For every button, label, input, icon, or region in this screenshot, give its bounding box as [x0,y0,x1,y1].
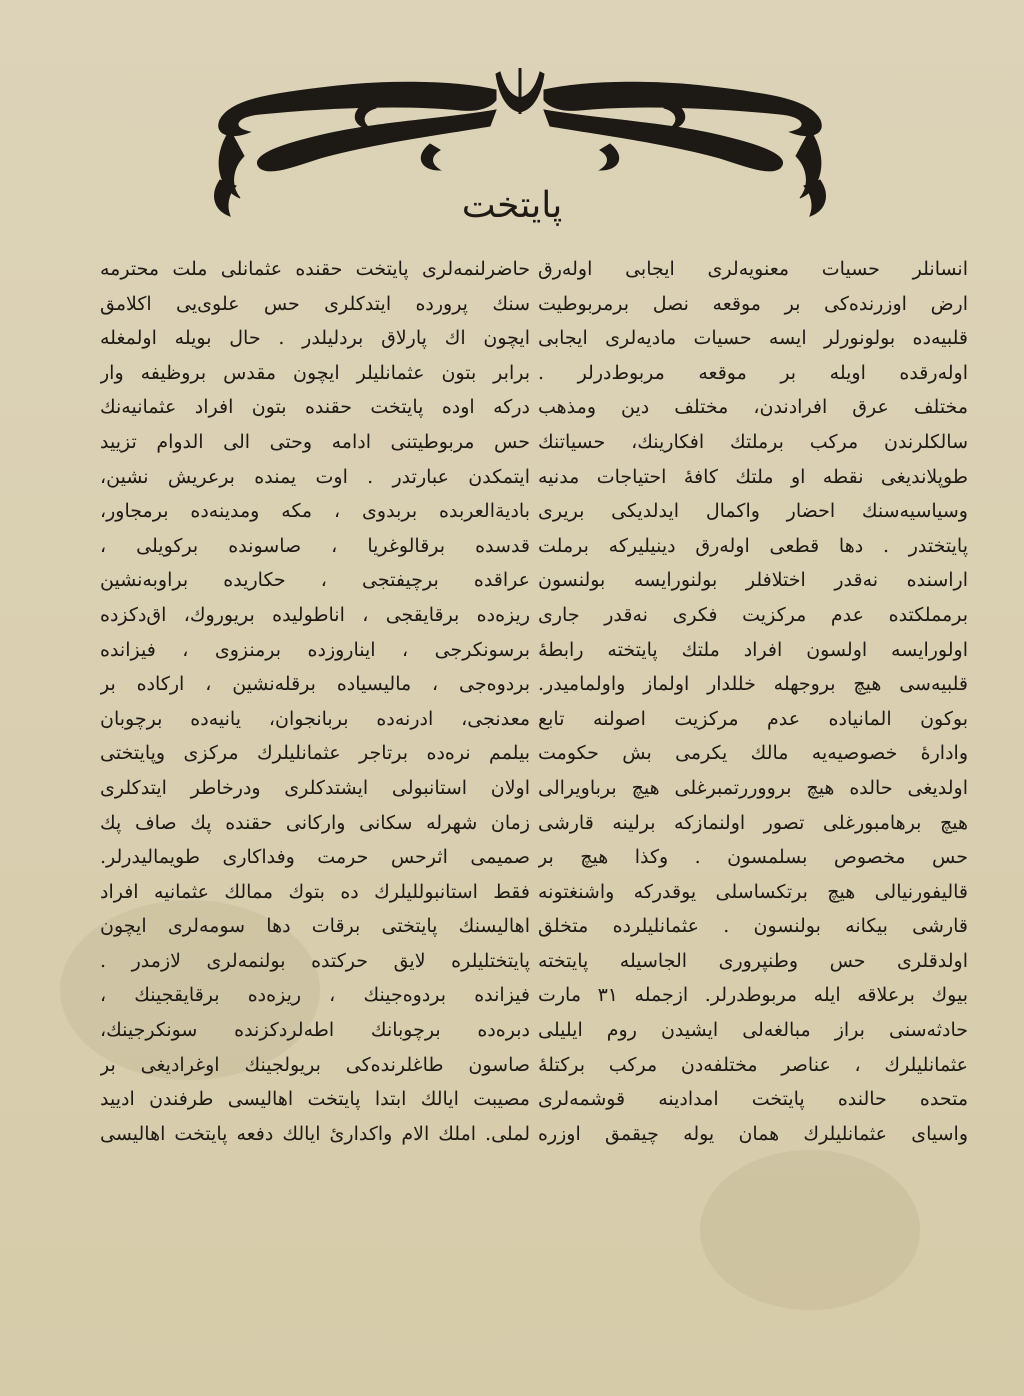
text-line: درکه اوده پایتخت حقنده بتون افراد عثمانیه‌نك [100,396,530,419]
text-line: عثمانلیلرك ، عناصر مختلفه‌دن مرکب برکتلهٔ [538,1053,968,1076]
text-line: صمیمی اثرحس حرمت وفداکاری طویمالیدرلر. [100,846,530,869]
text-line: وادارهٔ خصوصیه‌یه مالك یکرمی بش حکومت [538,742,968,765]
text-line: ریزه‌ده برقایقجی ، اناطولیده بریوروك، اق‌دکزده [100,603,530,626]
text-line: هیچ برهامبورغلی تصور اولنمازکه برلینه قارشی [538,811,968,834]
text-line: برمملکتده عدم مرکزیت فکری نه‌قدر جاری [538,603,968,626]
text-line: اولدیغی حالده هیچ برووررتمبرغلی هیچ برباویرالی [538,776,968,799]
text-line: صاسون طاغلرنده‌کی بریولجینك اوغرادیغی بر [100,1053,530,1076]
text-line: فقط استانبوللیلرك ده بتوك ممالك عثمانیه افراد [100,880,530,903]
text-line: قلبیه‌سی هیچ بروجهله خللدار اولماز واولمامیدر. [538,673,968,696]
text-line: معدنجی، ادرنه‌ده بربانجوان، یانیه‌ده برچوبان [100,707,530,730]
text-line: پایتختلیلره لایق حرکتده بولنمه‌لری لازمدر . [100,949,530,972]
text-line: واسیای عثمانلیلرك همان یوله چیقمق اوزره [538,1122,968,1145]
text-line: قلبیه‌ده بولونورلر ایسه حسیات مادیه‌لری ایجابی [538,327,968,350]
text-line: بیوك برعلاقه ایله مربوطدرلر. ازجمله ۳۱ مارت [538,984,968,1007]
text-line: حس مربوطیتنی ادامه وحتی الی الدوام تزیید [100,430,530,453]
text-line: سالکلرندن مرکب برملتك افکارینك، حسیاتنك [538,430,968,453]
text-line: برابر بتون عثمانلیلر ایچون مقدس بروظیفه وار‌ [100,361,530,384]
text-line: وسیاسیه‌سنك احضار واکمال ایدلدیکی بریری [538,500,968,523]
text-column-right [538,252,968,1352]
text-line: اولورایسه اولسون افراد ملتك پایتخته رابطهٔ [538,638,968,661]
text-line: متحده حالنده پایتخت امدادینه قوشمه‌لری [538,1088,968,1111]
text-line: حادثه‌سنی براز مبالغه‌لی ایشیدن روم ایلیلی [538,1019,968,1042]
text-line: اوله‌رقده اویله بر موقعه مربوط‌درلر . [538,361,968,384]
text-line: اولدقلری حس وطنپروری الجاسیله پایتخته [538,949,968,972]
text-line: بیلمم نره‌ده برتاجر عثمانلیلرك مرکزی وپایتختی [100,742,530,765]
text-line: حاضرلنمه‌لری پایتخت حقنده عثمانلی ملت محترمه‌ [100,258,530,280]
text-line: اهالیسنك پایتختی برقات دها سومه‌لری ایچون [100,915,530,938]
text-line: بوکون المانیاده عدم مرکزیت اصولنه تابع [538,707,968,730]
text-line: مصیبت ایالك ابتدا پایتخت اهالیسی طرفندن ادیید‌ [100,1088,530,1111]
text-line: طوپلاندیغی نقطه او ملتك کافهٔ احتیاجات مدنیه [538,465,968,488]
text-line: عراقده برچیفتجی ، حکاریده براوبه‌نشین [100,569,530,592]
text-line: ارض اوزرنده‌کی بر موقعه نصل برمربوطیت [538,292,968,315]
text-line: پایتختدر . دها قطعی اوله‌رق دینیلیرکه برملت [538,534,968,557]
text-line: حس مخصوص بسلمسون . وکذا هیچ بر [538,846,968,869]
text-line: ایتمکدن عبارتدر . اوت یمنده برعریش نشین، [100,465,530,488]
text-line: اراسنده نه‌قدر اختلافلر بولنورایسه بولنسون [538,569,968,592]
text-line: قالیفورنیالی هیچ برتکساسلی یوقدرکه واشنغتونه [538,880,968,903]
text-line: دبره‌ده برچوبانك اطه‌لردکزنده سونکرجینك، [100,1019,530,1042]
text-line: قارشی بیکانه بولنسون . عثمانلیلرده متخلق [538,915,968,938]
text-line: اولان استانبولی ایشتدکلری ودرخاطر ایتدکلری [100,776,530,799]
page-title: پایتخت [461,185,563,226]
text-line: زمان شهرله سکانی وارکانی حقنده پك صاف پك [100,811,530,834]
text-line: ایچون اك پارلاق بردلیلدر . حال بویله اولمغله [100,327,530,350]
text-line: لملی. املك الام واکدارئ ایالك دفعه پایتخت اهالیسی [100,1122,530,1145]
text-column-left [100,252,530,1352]
text-line: سنك پرورده ایتدکلری حس علوی‌یی اکلامق [100,292,530,315]
text-line: فیزانده بردوه‌جینك ، ریزه‌ده برقایقجینك ، [100,984,530,1007]
text-line: مختلف عرق افرادندن، مختلف دین ومذهب [538,396,968,419]
text-line: قدسده برقالوغریا ، صاسونده برکویلی ، [100,534,530,557]
text-line: انسانلر حسیات معنویه‌لری ایجابی اوله‌رق [538,258,968,280]
text-line: بردوه‌جی ، مالیسیاده برقله‌نشین ، ارکاده بر [100,673,530,696]
text-line: بادیةالعربده بربدوی ، مکه ومدینه‌ده برمجاور، [100,500,530,523]
text-line: برسونکرجی ، ایناروزده برمنزوی ، فیزانده [100,638,530,661]
